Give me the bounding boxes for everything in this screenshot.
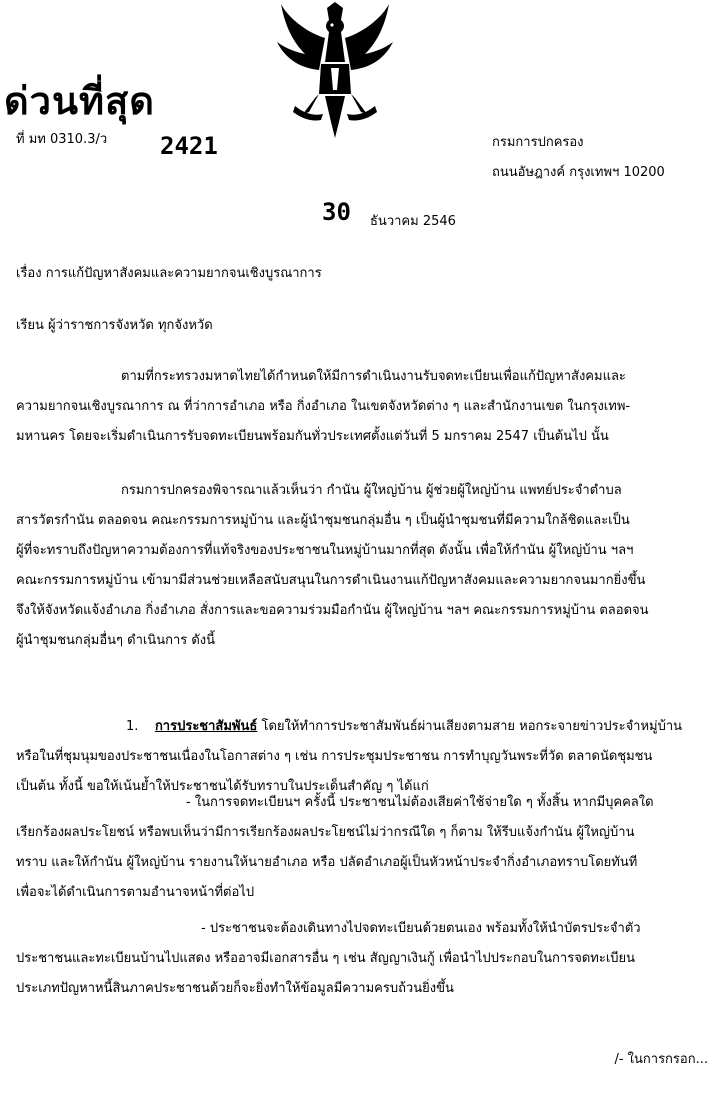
paragraph-line: ตามที่กระทรวงมหาดไทยได้กำหนดให้มีการดำเนินงานรับจดทะเบียนเพื่อแก้ปัญหาสังคมและ — [121, 369, 626, 384]
item-1-first-line — [16, 712, 708, 742]
reference-number: 2421 — [160, 132, 218, 160]
date-day: 30 — [322, 198, 351, 226]
bullet-1-paragraph — [16, 788, 708, 908]
paragraph-line: ความยากจนเชิงบูรณาการ ณ ที่ว่าการอำเภอ หรือ กิ่งอำเภอ ในเขตจังหวัดต่าง ๆ และสำนักงานเขต ในกรุงเทพ- — [16, 399, 631, 414]
item-heading: การประชาสัมพันธ์ — [154, 719, 258, 734]
paragraph-line: ทราบ และให้กำนัน ผู้ใหญ่บ้าน รายงานให้นายอำเภอ หรือ ปลัดอำเภอผู้เป็นหัวหน้าประจำกิ่งอำเภอทราบโดยทันที — [16, 855, 638, 870]
urgency-heading: ด่วนที่สุด — [4, 79, 155, 123]
department-line: ถนนอัษฎางค์ กรุงเทพฯ 10200 — [492, 165, 665, 180]
department-line: กรมการปกครอง — [492, 135, 584, 150]
addressee-line: เรียน ผู้ว่าราชการจังหวัด ทุกจังหวัด — [16, 318, 213, 333]
paragraph-line: เพื่อจะได้ดำเนินการตามอำนาจหน้าที่ต่อไป — [16, 885, 255, 900]
paragraph-line: ประชาชนและทะเบียนบ้านไปแสดง หรืออาจมีเอกสารอื่น ๆ เช่น สัญญาเงินกู้ เพื่อนำไปประกอบในการจดทะเบียน — [16, 951, 636, 966]
paragraph-line: - ในการจดทะเบียนฯ ครั้งนี้ ประชาชนไม่ต้องเสียค่าใช้จ่ายใด ๆ ทั้งสิ้น หากมีบุคคลใด — [186, 795, 654, 810]
date-month-year: ธันวาคม 2546 — [370, 214, 456, 229]
paragraph-line: เป็นต้น ทั้งนี้ ขอให้เน้นย้ำให้ประชาชนได้รับทราบในประเด็นสำคัญ ๆ ได้แก่ — [16, 779, 429, 794]
subject-line: เรื่อง การแก้ปัญหาสังคมและความยากจนเชิงบูรณาการ — [16, 266, 322, 281]
paragraph-line: ประเภทปัญหาหนี้สินภาคประชาชนด้วยก็จะยิ่งทำให้ข้อมูลมีความครบถ้วนยิ่งขึ้น — [16, 981, 454, 996]
item-first-text: โดยให้ทำการประชาสัมพันธ์ผ่านเสียงตามสาย หอกระจายข่าวประจำหมู่บ้าน — [257, 719, 683, 734]
item-number: 1. — [126, 719, 139, 734]
document-reference: ที่ มท 0310.3/ว — [16, 132, 108, 147]
garuda-emblem-icon — [275, 2, 395, 140]
paragraph-line: คณะกรรมการหมู่บ้าน เข้ามามีส่วนช่วยเหลือสนับสนุนในการดำเนินงานแก้ปัญหาสังคมและความยากจนมากยิ่งขึ้น — [16, 573, 646, 588]
paragraph-line: หรือในที่ชุมนุมของประชาชนเนื่องในโอกาสต่าง ๆ เช่น การประชุมประชาชน การทำบุญวันพระที่วัด ตลาดนัดชุมชน — [16, 749, 653, 764]
paragraph-line: - ประชาชนจะต้องเดินทางไปจดทะเบียนด้วยตนเอง พร้อมทั้งให้นำบัตรประจำตัว — [201, 921, 641, 936]
paragraph-line: สารวัตรกำนัน ตลอดจน คณะกรรมการหมู่บ้าน และผู้นำชุมชนกลุ่มอื่น ๆ เป็นผู้นำชุมชนที่มีความใกล้ชิดและเป็น — [16, 513, 630, 528]
paragraph-line: กรมการปกครองพิจารณาแล้วเห็นว่า กำนัน ผู้ใหญ่บ้าน ผู้ช่วยผู้ใหญ่บ้าน แพทย์ประจำตำบล — [121, 483, 622, 498]
department-address — [492, 128, 665, 188]
paragraph-line: ผู้ที่จะทราบถึงปัญหาความต้องการที่แท้จริงของประชาชนในหมู่บ้านมากที่สุด ดังนั้น เพื่อให้กำนัน ผู้ใหญ่บ้าน ฯลฯ — [16, 543, 634, 558]
paragraph-line: ผู้นำชุมชนกลุ่มอื่นๆ ดำเนินการ ดังนี้ — [16, 633, 216, 648]
page-continuation: /- ในการกรอก... — [614, 1052, 708, 1067]
paragraph-1 — [16, 362, 708, 452]
paragraph-line: มหานคร โดยจะเริ่มดำเนินการรับจดทะเบียนพร้อมกันทั่วประเทศตั้งแต่วันที่ 5 มกราคม 2547 เป็นต้นไป นั้น — [16, 429, 609, 444]
paragraph-2 — [16, 476, 708, 656]
bullet-2-paragraph — [16, 914, 708, 1004]
paragraph-line: เรียกร้องผลประโยชน์ หรือพบเห็นว่ามีการเรียกร้องผลประโยชน์ไม่ว่ากรณีใด ๆ ก็ตาม ให้รีบแจ้งกำนัน ผู้ใหญ่บ้าน — [16, 825, 635, 840]
paragraph-line: จึงให้จังหวัดแจ้งอำเภอ กิ่งอำเภอ สั่งการและขอความร่วมมือกำนัน ผู้ใหญ่บ้าน ฯลฯ คณะกรรมการหมู่บ้าน ตลอดจน — [16, 603, 649, 618]
